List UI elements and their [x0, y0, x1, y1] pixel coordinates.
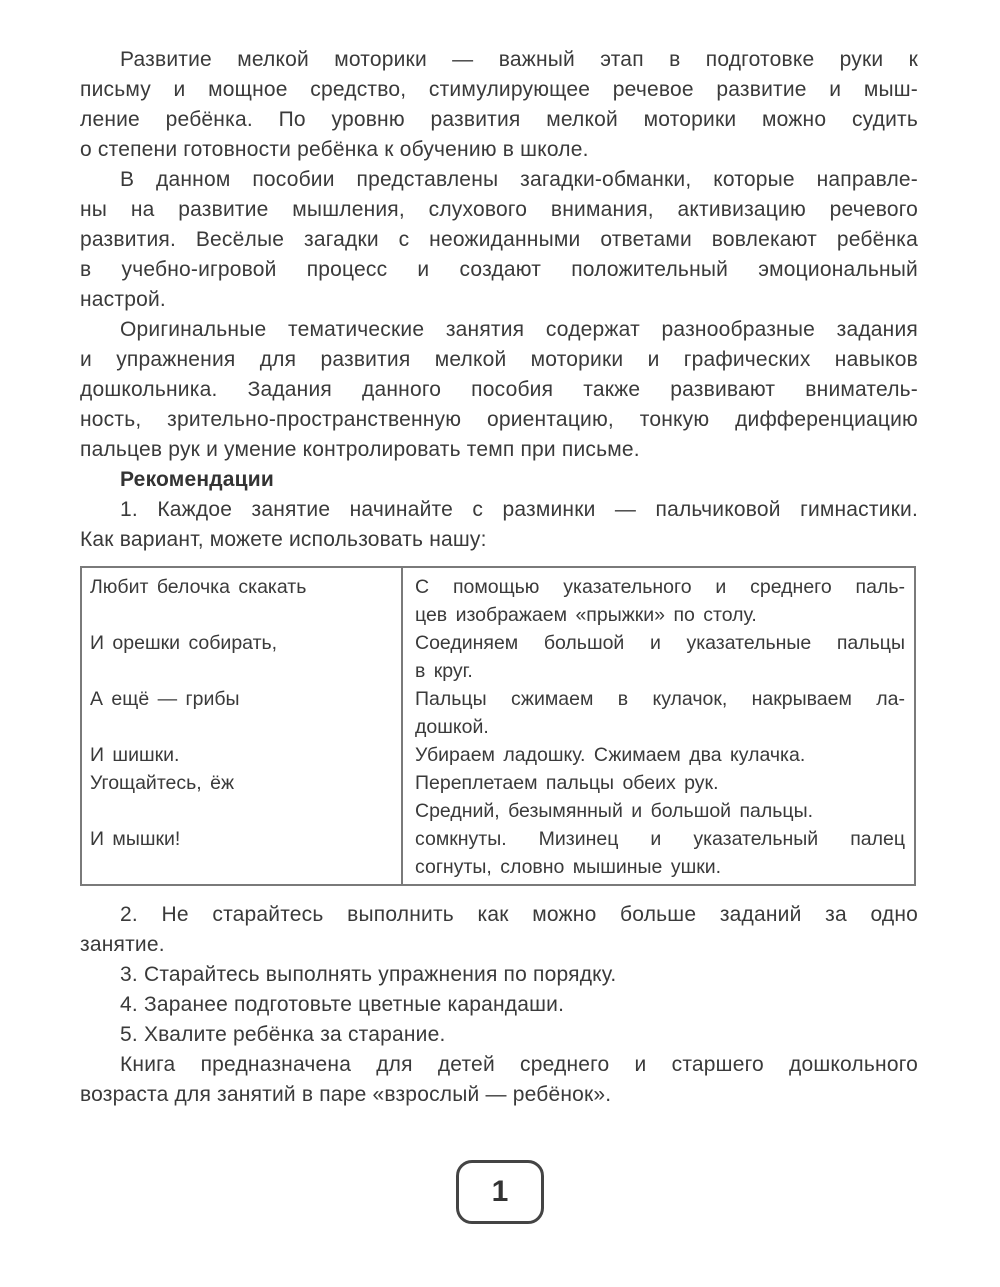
column-divider — [401, 568, 403, 884]
action-line: в круг. — [415, 660, 473, 682]
rhyme-line — [90, 601, 390, 629]
text-line: письму и мощное средство, стимулирующее речевое развитие и мыш- — [80, 78, 918, 101]
action-line: Переплетаем пальцы обеих рук. — [415, 772, 719, 794]
rhyme-line: А ещё — грибы — [90, 688, 240, 710]
text-line: Как вариант, можете использовать нашу: — [80, 528, 487, 551]
text-line: настрой. — [80, 288, 166, 311]
action-line: цев изображаем «прыжки» по столу. — [415, 604, 757, 626]
intro-paragraph-1 — [80, 45, 918, 165]
action-line: согнуты, словно мышиные ушки. — [415, 856, 722, 878]
text-line: в учебно-игровой процесс и создают положительный эмоциональный — [80, 258, 918, 281]
action-line: С помощью указательного и среднего паль- — [415, 576, 905, 598]
rhyme-line: И орешки собирать, — [90, 632, 278, 654]
rhyme-line: И шишки. — [90, 744, 180, 766]
action-line: сомкнуты. Мизинец и указательный палец — [415, 828, 905, 850]
action-line: Пальцы сжимаем в кулачок, накрываем ла- — [415, 688, 905, 710]
recommendations-section — [80, 465, 918, 555]
rhyme-column — [90, 573, 390, 881]
action-column — [415, 573, 905, 881]
text-line: о степени готовности ребёнка к обучению в школе. — [80, 138, 589, 161]
action-line: дошкой. — [415, 716, 489, 738]
text-line: Развитие мелкой моторики — важный этап в подготовке руки к — [120, 48, 918, 71]
rhyme-line: Любит белочка скакать — [90, 576, 307, 598]
text-line: В данном пособии представлены загадки-обманки, которые направле- — [120, 168, 918, 191]
text-line: 1. Каждое занятие начинайте с разминки — пальчиковой гимнастики. — [120, 498, 918, 521]
text-line: Книга предназначена для детей среднего и старшего дошкольного — [120, 1053, 918, 1076]
text-line: ность, зрительно-пространственную ориентацию, тонкую дифференциацию — [80, 408, 918, 431]
rhyme-line: Угощайтесь, ёж — [90, 772, 235, 794]
text-line: занятие. — [80, 933, 165, 956]
text-line: дошкольника. Задания данного пособия также развивают вниматель- — [80, 378, 918, 401]
text-line: пальцев рук и умение контролировать темп при письме. — [80, 438, 640, 461]
action-line: Средний, безымянный и большой пальцы. — [415, 800, 814, 822]
action-line: Убираем ладошку. Сжимаем два кулачка. — [415, 744, 806, 766]
intro-paragraph-2 — [80, 165, 918, 315]
text-line: 3. Старайтесь выполнять упражнения по порядку. — [120, 963, 617, 986]
finger-gymnastics-table — [80, 566, 916, 886]
rhyme-line — [90, 713, 390, 741]
text-line: 5. Хвалите ребёнка за старание. — [120, 1023, 446, 1046]
text-line: 4. Заранее подготовьте цветные карандаши. — [120, 993, 565, 1016]
page-number: 1 — [456, 1160, 544, 1224]
text-line: развития. Весёлые загадки с неожиданными ответами вовлекают ребёнка — [80, 228, 918, 251]
recommendations-heading: Рекомендации — [120, 468, 274, 491]
action-line: Соединяем большой и указательные пальцы — [415, 632, 905, 654]
text-line: и упражнения для развития мелкой моторики и графических навыков — [80, 348, 918, 371]
rhyme-line — [90, 853, 390, 881]
rhyme-line: И мышки! — [90, 828, 181, 850]
text-line: Оригинальные тематические занятия содержат разнообразные задания — [120, 318, 918, 341]
text-line: возраста для занятий в паре «взрослый — ребёнок». — [80, 1083, 612, 1106]
rhyme-line — [90, 797, 390, 825]
text-line: 2. Не старайтесь выполнить как можно больше заданий за одно — [120, 903, 918, 926]
recommendations-list — [80, 900, 918, 1110]
intro-paragraph-3 — [80, 315, 918, 465]
text-line: ление ребёнка. По уровню развития мелкой моторики можно судить — [80, 108, 918, 131]
rhyme-line — [90, 657, 390, 685]
text-line: ны на развитие мышления, слухового внимания, активизацию речевого — [80, 198, 918, 221]
